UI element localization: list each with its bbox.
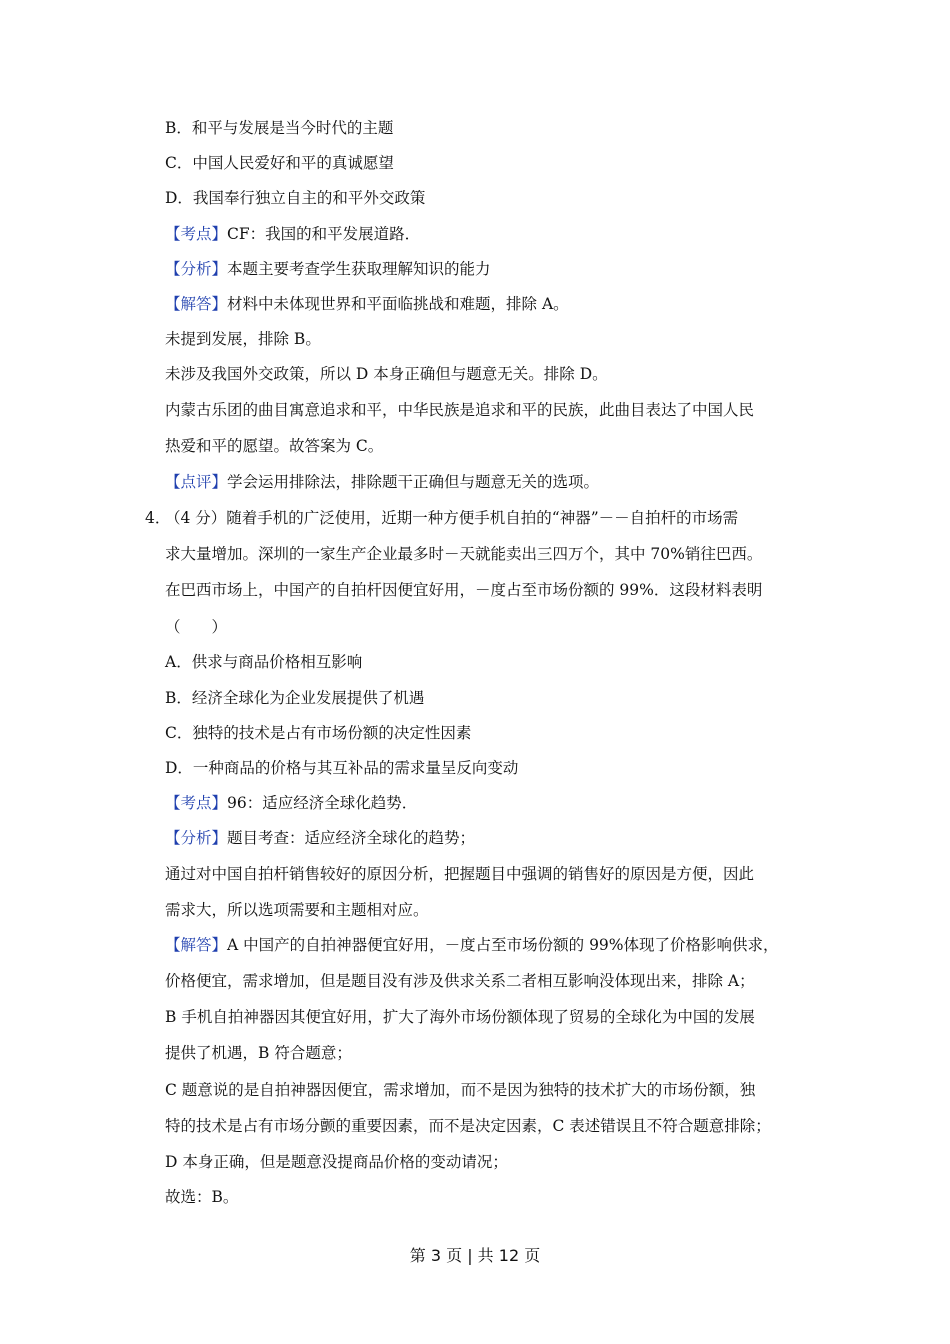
q3-jieda bbox=[165, 294, 569, 314]
page-footer: 第 3 页 | 共 12 页 bbox=[409, 1246, 541, 1265]
q4-jieda-line-6: 特的技术是占有市场分颤的重要因素，而不是决定因素，C 表述错误且不符合题意排除； bbox=[165, 1117, 771, 1135]
q3-jieda-line-4: 内蒙古乐团的曲目寓意追求和平，中华民族是追求和平的民族，此曲目表达了中国人民 bbox=[165, 401, 755, 419]
kaodian-text: 96：适应经济全球化趋势． bbox=[227, 794, 418, 812]
dianping-tag: 【点评】 bbox=[165, 473, 228, 491]
kaodian-text: CF：我国的和平发展道路． bbox=[227, 225, 421, 243]
q4-jieda-line-3: B 手机自拍神器因其便宜好用，扩大了海外市场份额体现了贸易的全球化为中国的发展 bbox=[165, 1008, 755, 1026]
q4-fenxi-line-3: 需求大，所以选项需要和主题相对应。 bbox=[165, 901, 429, 919]
q4-fenxi-line-2: 通过对中国自拍杆销售较好的原因分析，把握题目中强调的销售好的原因是方便，因此 bbox=[165, 865, 755, 883]
q4-answer-blank: （ ） bbox=[165, 618, 228, 636]
q4-stem-line-2: 求大量增加。深圳的一家生产企业最多时－天就能卖出三四万个，其中 70%销往巴西。 bbox=[165, 545, 763, 563]
q4-kaodian bbox=[165, 793, 417, 813]
jieda-text: A 中国产的自拍神器便宜好用，－度占至市场份额的 99%体现了价格影响供求， bbox=[227, 936, 779, 954]
q4-option-a: A．供求与商品价格相互影响 bbox=[165, 653, 363, 671]
q3-jieda-line-3: 未涉及我国外交政策，所以 D 本身正确但与题意无关。排除 D。 bbox=[165, 365, 608, 383]
fenxi-text: 本题主要考查学生获取理解知识的能力 bbox=[227, 260, 491, 278]
q4-jieda-line-4: 提供了机遇，B 符合题意； bbox=[165, 1044, 352, 1062]
q3-option-b: B．和平与发展是当今时代的主题 bbox=[165, 119, 394, 137]
q4-fenxi bbox=[165, 828, 475, 848]
q4-option-b: B．经济全球化为企业发展提供了机遇 bbox=[165, 689, 425, 707]
q4-jieda bbox=[165, 935, 779, 955]
jieda-tag: 【解答】 bbox=[165, 936, 228, 954]
fenxi-text: 题目考查：适应经济全球化的趋势； bbox=[227, 829, 476, 847]
q4-option-d: D．一种商品的价格与其互补品的需求量呈反向变动 bbox=[165, 759, 519, 777]
q3-option-c: C．中国人民爱好和平的真诚愿望 bbox=[165, 154, 394, 172]
q4-stem-line-3: 在巴西市场上，中国产的自拍杆因便宜好用，－度占至市场份额的 99%．这段材料表明 bbox=[165, 581, 763, 599]
q4-stem-line-1: （4 分）随着手机的广泛使用，近期一种方便手机自拍的“神器”－－自拍杆的市场需 bbox=[165, 509, 739, 527]
jieda-text: 材料中未体现世界和平面临挑战和难题，排除 A。 bbox=[227, 295, 569, 313]
kaodian-tag: 【考点】 bbox=[165, 225, 228, 243]
q4-option-c: C．独特的技术是占有市场份额的决定性因素 bbox=[165, 724, 472, 742]
fenxi-tag: 【分析】 bbox=[165, 829, 228, 847]
kaodian-tag: 【考点】 bbox=[165, 794, 228, 812]
q3-fenxi bbox=[165, 259, 491, 279]
q4-jieda-line-8: 故选：B。 bbox=[165, 1188, 239, 1206]
q4-jieda-line-2: 价格便宜，需求增加，但是题目没有涉及供求关系二者相互影响没体现出来，排除 A； bbox=[165, 972, 755, 990]
q4-jieda-line-5: C 题意说的是自拍神器因便宜，需求增加，而不是因为独特的技术扩大的市场份额，独 bbox=[165, 1081, 756, 1099]
q4-number: 4． bbox=[145, 509, 171, 527]
q3-jieda-line-5: 热爱和平的愿望。故答案为 C。 bbox=[165, 437, 384, 455]
q3-kaodian bbox=[165, 224, 420, 244]
q3-option-d: D．我国奉行独立自主的和平外交政策 bbox=[165, 189, 426, 207]
dianping-text: 学会运用排除法，排除题干正确但与题意无关的选项。 bbox=[227, 473, 600, 491]
fenxi-tag: 【分析】 bbox=[165, 260, 228, 278]
jieda-tag: 【解答】 bbox=[165, 295, 228, 313]
q3-dianping bbox=[165, 472, 599, 492]
q4-jieda-line-7: D 本身正确，但是题意没提商品价格的变动请况； bbox=[165, 1153, 508, 1171]
q3-jieda-line-2: 未提到发展，排除 B。 bbox=[165, 330, 321, 348]
